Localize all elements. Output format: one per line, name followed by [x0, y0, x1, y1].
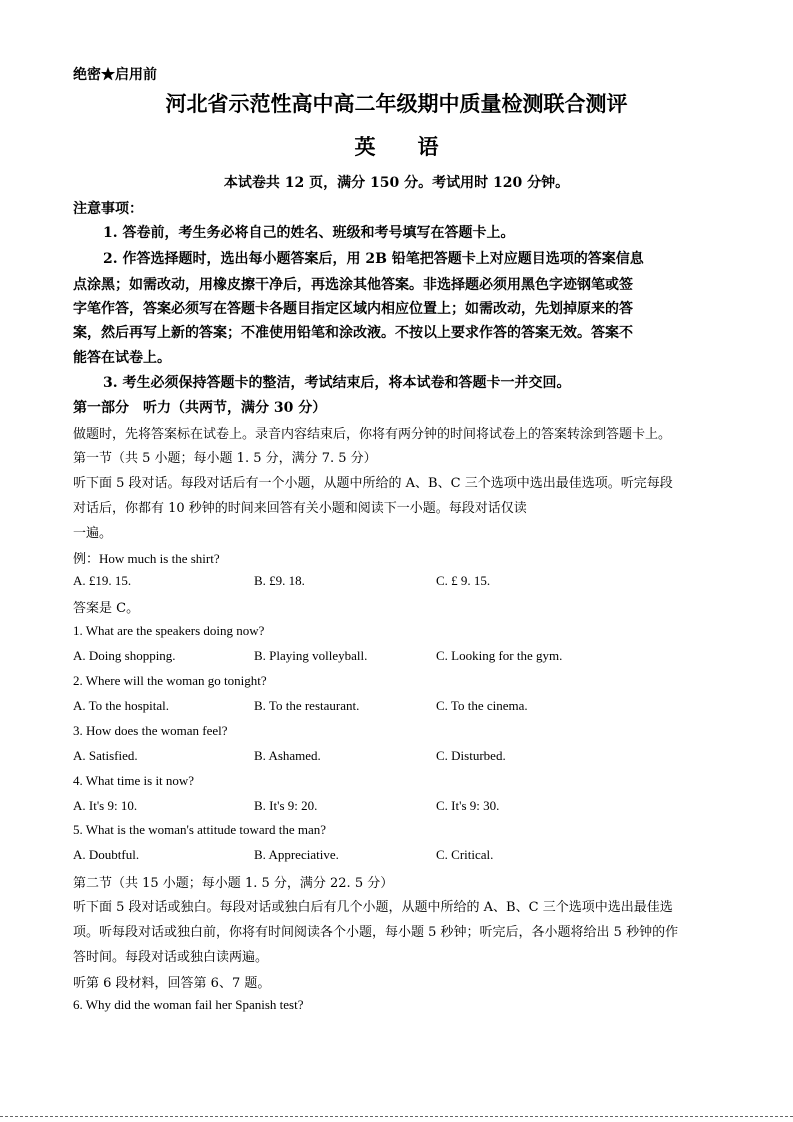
exam-title: 河北省示范性高中高二年级期中质量检测联合测评	[165, 91, 628, 116]
section1-instructions-line-2: 对话后，你都有 10 秒钟的时间来回答有关小题和阅读下一小题。每段对话仅读	[73, 501, 527, 516]
question-1-option-c: C. Looking for the gym.	[436, 648, 563, 663]
part1-intro: 做题时，先将答案标在试卷上。录音内容结束后，你将有两分钟的时间将试卷上的答案转涂到答题卡上。	[73, 427, 672, 442]
question-5-option-c: C. Critical.	[436, 847, 494, 862]
section1-instructions-line-1: 听下面 5 段对话。每段对话后有一个小题，从题中所给的 A、B、C 三个选项中选出最佳选项。听完每段	[73, 476, 673, 491]
notice-item-2-line-5: 能答在试卷上。	[73, 350, 171, 366]
question-1-option-a: A. Doing shopping.	[73, 648, 176, 663]
page-bottom-divider	[0, 1116, 793, 1117]
question-2: 2. Where will the woman go tonight?	[73, 673, 267, 688]
section2-instructions-line-2: 项。听每段对话或独白前，你将有时间阅读各个小题，每小题 5 秒钟；听完后，各小题将给出 5 秒钟的作	[73, 925, 679, 940]
subject-title: 英 语	[354, 134, 439, 159]
question-6: 6. Why did the woman fail her Spanish test?	[73, 997, 304, 1012]
section2-instructions-line-3: 答时间。每段对话或独白读两遍。	[73, 950, 269, 965]
material-6-instruction: 听第 6 段材料，回答第 6、7 题。	[73, 976, 271, 991]
question-5-option-a: A. Doubtful.	[73, 847, 140, 862]
section2-heading: 第二节（共 15 小题；每小题 1. 5 分，满分 22. 5 分）	[73, 876, 394, 891]
part1-heading: 第一部分 听力（共两节，满分 30 分）	[73, 400, 327, 416]
example-answer: 答案是 C。	[73, 601, 140, 616]
example-option-c: C. £ 9. 15.	[436, 573, 491, 588]
notice-item-2-line-2: 点涂黑；如需改动，用橡皮擦干净后，再选涂其他答案。非选择题必须用黑色字迹钢笔或签	[73, 277, 633, 293]
example-question: 例：How much is the shirt?	[73, 551, 220, 566]
question-5-option-b: B. Appreciative.	[254, 847, 339, 862]
question-4: 4. What time is it now?	[73, 773, 195, 788]
question-5: 5. What is the woman's attitude toward the man?	[73, 822, 327, 837]
question-3-option-b: B. Ashamed.	[254, 748, 321, 763]
question-3: 3. How does the woman feel?	[73, 723, 228, 738]
question-1: 1. What are the speakers doing now?	[73, 623, 265, 638]
example-option-a: A. £19. 15.	[73, 573, 132, 588]
notice-heading: 注意事项：	[73, 201, 143, 217]
section2-instructions-line-1: 听下面 5 段对话或独白。每段对话或独白后有几个小题，从题中所给的 A、B、C 三个选项中选出最佳选	[73, 900, 673, 915]
question-3-option-a: A. Satisfied.	[73, 748, 138, 763]
question-2-option-a: A. To the hospital.	[73, 698, 169, 713]
notice-item-2-line-3: 字笔作答，答案必须写在答题卡各题目指定区域内相应位置上；如需改动，先划掉原来的答	[73, 301, 633, 317]
question-4-option-a: A. It's 9: 10.	[73, 798, 138, 813]
question-4-option-b: B. It's 9: 20.	[254, 798, 318, 813]
notice-item-2-line-4: 案，然后再写上新的答案；不准使用铅笔和涂改液。不按以上要求作答的答案无效。答案不	[73, 325, 633, 341]
question-4-option-c: C. It's 9: 30.	[436, 798, 500, 813]
secret-mark: 绝密★启用前	[73, 67, 157, 83]
section1-instructions-line-3: 一遍。	[73, 526, 113, 541]
question-2-option-c: C. To the cinema.	[436, 698, 528, 713]
question-1-option-b: B. Playing volleyball.	[254, 648, 368, 663]
question-2-option-b: B. To the restaurant.	[254, 698, 360, 713]
section1-heading: 第一节（共 5 小题；每小题 1. 5 分，满分 7. 5 分）	[73, 451, 377, 466]
question-3-option-c: C. Disturbed.	[436, 748, 506, 763]
notice-item-1: 1. 答卷前，考生务必将自己的姓名、班级和考号填写在答题卡上。	[103, 225, 515, 241]
exam-info: 本试卷共 12 页，满分 150 分。考试用时 120 分钟。	[223, 175, 570, 191]
example-option-b: B. £9. 18.	[254, 573, 305, 588]
notice-item-3: 3. 考生必须保持答题卡的整洁，考试结束后，将本试卷和答题卡一并交回。	[103, 375, 571, 391]
notice-item-2-line-1: 2. 作答选择题时，选出每小题答案后，用 2B 铅笔把答题卡上对应题目选项的答案信息	[103, 251, 644, 267]
